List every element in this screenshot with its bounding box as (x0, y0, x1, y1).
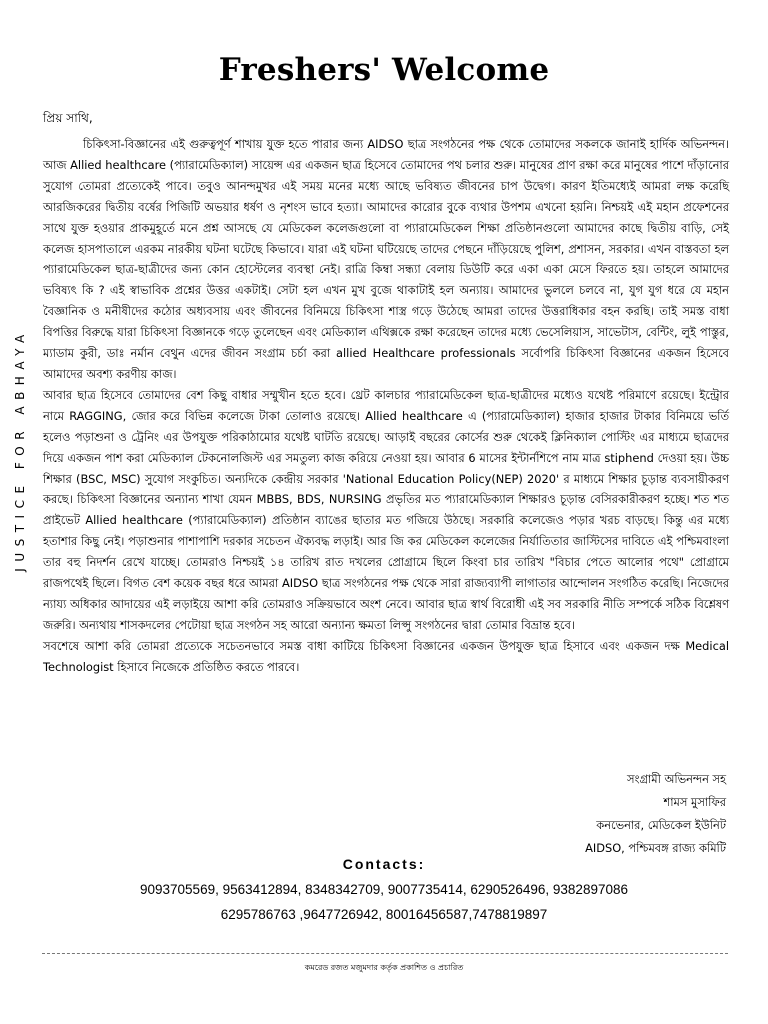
signature-organization: AIDSO, পশ্চিমবঙ্গ রাজ্য কমিটি (585, 841, 726, 855)
paragraph-intro: চিকিৎসা-বিজ্ঞানের এই গুরুত্বপূর্ণ শাখায় যুক্ত হতে পারার জন্য AIDSO ছাত্র সংগঠনের পক্ষ থেকে তোমাদের সকলকে জানাই হার্দিক অভিনন্দন। আজ Allied healthcare (প্যারামেডিক্যাল) সায়েন্স এর একজন ছাত্র হিসেবে তোমাদের পথ চলার শুরু। মানুষের প্রাণ রক্ষা করে মানুষের পাশে দাঁড়ানোর সুযোগ তোমরা প্রত্যেকেই পাবে। তবুও আনন্দমুখর এই সময় মনের মধ্যে আছে ভবিষ্যত জীবনের চাপ উদ্বেগ। কারণ ইতিমধ্যেই আমরা লক্ষ করেছি আরজিকরের দ্বিতীয় বর্ষের পিজিটি অভয়ার ধর্ষণ ও নৃশংস ভাবে হত্যা। আমাদের কারোর বুকে ব্যথার উপশম এখনো হয়নি। নিশ্চয়ই এই মহান প্রফেশনের সাথে যুক্ত হওয়ার প্রাকমুহূর্তে মনে প্রশ্ন আসছে যে মেডিকেল কলেজগুলো বা প্যারামেডিকেল শিক্ষা প্রতিষ্ঠানগুলো আমাদের কাছে দ্বিতীয় বাড়ি, সেই কলেজ হাসপাতালে এরকম নারকীয় ঘটনা ঘটেছে কিভাবে। যারা এই ঘটনা ঘটিয়েছে তাদের পেছনে দাঁড়িয়েছে পুলিশ, প্রশাসন, সরকার। এখন বাস্তবতা হল প্যারামেডিকেল ছাত্র-ছাত্রীদের জন্য কোন হোস্টেলের ব্যবস্থা নেই। রাত্রি কিম্বা সন্ধ্যা বেলায় ডিউটি করে একা একা মেসে ফিরতে হয়। তাহলে আমাদের ভবিষ্যৎ কি ? এই স্বাভাবিক প্রশ্নের উত্তর একটাই। সেটা হল এখন মুখ বুজে থাকাটাই হল অন্যায়। আমাদের ভুললে চলবে না, যুগ যুগ ধরে যে মহান বৈজ্ঞানিক ও মনীষীদের কঠোর অধ্যবসায় এবং জীবনের বিনিময়ে চিকিৎসা শাস্ত্র গড়ে উঠেছে আমরা তাদের উত্তরাধিকার বহন করছি। তাই সমস্ত বাধা বিপত্তির বিরুদ্ধে যারা চিকিৎসা বিজ্ঞানকে গড়ে তুলেছেন এবং মেডিক্যাল এথিক্সকে রক্ষা করেছেন তাদের মধ্যে ভেসেলিয়াস, সাভেটাস, বেন্টিং, লুই পাস্তুর, ম্যাডাম কুরী, ডাঃ নর্মান বেথুন এদের জীবন সংগ্রাম চর্চা করা allied Healthcare professionals সর্বোপরি চিকিৎসা বিজ্ঞানের একজন হিসেবে আমাদের অবশ্য করণীয় কাজ। (43, 137, 729, 381)
signature-salutation: সংগ্রামী অভিনন্দন সহ (627, 772, 726, 786)
paragraph-closing: সবশেষে আশা করি তোমরা প্রত্যেকে সচেতনভাবে সমস্ত বাধা কাটিয়ে চিকিৎসা বিজ্ঞানের একজন উপযুক্ত ছাত্র হিসাবে এবং একজন দক্ষ Medical Technologist হিসাবে নিজেকে প্রতিষ্ঠিত করতে পারবে। (43, 638, 729, 674)
divider (42, 953, 728, 954)
page-title: Freshers' Welcome (218, 52, 550, 88)
contacts-heading: Contacts: (342, 856, 426, 872)
signature-name: শামস মুসাফির (663, 795, 726, 809)
publisher-footer: কমরেড রজত মজুমদার কর্তৃক প্রকাশিত ও প্রচারিত (304, 963, 464, 972)
signature-role: কনভেনার, মেডিকেল ইউনিট (596, 818, 726, 832)
letter-body (43, 134, 729, 678)
side-vertical-text: JUSTICE FOR ABHAYA (13, 328, 27, 572)
contact-numbers-line-1: 9093705569, 9563412894, 8348342709, 9007735414, 6290526496, 9382897086 (140, 882, 628, 897)
greeting: প্রিয় সাথি, (43, 111, 93, 125)
signature-block (585, 768, 726, 860)
paragraph-challenges: আবার ছাত্র হিসেবে তোমাদের বেশ কিছু বাধার সম্মুখীন হতে হবে। থ্রেট কালচার প্যারামেডিকেল ছাত্র-ছাত্রীদের মধ্যেও যথেষ্ট পরিমাণে রয়েছে। ইন্ট্রোর নামে RAGGING, জোর করে বিভিন্ন কলেজে টাকা তোলাও রয়েছে। Allied healthcare এ (প্যারামেডিক্যাল) হাজার হাজার টাকার বিনিময়ে ভর্তি হলেও পড়াশুনা ও ট্রেনিং এর উপযুক্ত পরিকাঠামোর যথেষ্ট ঘাটতি রয়েছে। আড়াই বছরের কোর্সের শুরু থেকেই ক্লিনিক্যাল পোস্টিং এর মাধ্যমে ছাত্রদের দিয়ে একজন পাশ করা মেডিক্যাল টেকনোলজিস্ট এর সমতুল্য কাজ করিয়ে নেওয়া হয়। আবার 6 মাসের ইন্টার্নশিপে নাম মাত্র stiphend দেওয়া হয়। উচ্চ শিক্ষার (BSC, MSC) সুযোগ সংকুচিত। অন্যদিকে কেন্দ্রীয় সরকার 'National Education Policy(NEP) 2020' র মাধ্যমে শিক্ষার চূড়ান্ত ব্যবসায়ীকরণ করছে। চিকিৎসা বিজ্ঞানের অন্যান্য শাখা যেমন MBBS, BDS, NURSING প্রভৃতির মত প্যারামেডিক্যাল শিক্ষারও চূড়ান্ত বেসিরকারীকরণ হচ্ছে। শত শত প্রাইভেট Allied healthcare (প্যারামেডিক্যাল) প্রতিষ্ঠান ব্যাঙের ছাতার মত গজিয়ে উঠছে। সরকারি কলেজেও পড়ার খরচ বাড়ছে। কিন্তু এর মধ্যে হতাশার কিছু নেই। পড়াশুনার পাশাপাশি দরকার সচেতন ঐক্যবদ্ধ লড়াই। আর জি কর মেডিকেল কলেজের নির্যাতিতার জাস্টিসের দাবিতে এই পশ্চিমবাংলা তার বহু নিদর্শন রেখে যাচ্ছে। তোমরাও নিশ্চয়ই ১৪ তারিখ রাত দখলের প্রোগ্রামে ছিলে কিংবা চার তারিখ "বিচার পেতে আলোর পথে" প্রোগ্রামে রাজপথেই ছিলে। বিগত বেশ কয়েক বছর ধরে আমরা AIDSO ছাত্র সংগঠনের পক্ষ থেকে সারা রাজ্যব্যাপী লাগাতার আন্দোলন সংগঠিত করেছি। নিজেদের ন্যায্য অধিকার আদায়ের এই লড়াইয়ে আশা করি তোমরাও সক্রিয়ভাবে অংশ নেবে। আবার ছাত্র স্বার্থ বিরোধী এই সব সরকারি নীতি সম্পর্কে সঠিক বিশ্লেষণ জরুরি। অন্যথায় শাসকদলের পেটোয়া ছাত্র সংগঠন সহ আরো অন্যান্য ক্ষমতা লিপ্সু সংগঠনের দ্বারা তোমার বিভ্রান্ত হবে। (43, 387, 729, 632)
contact-numbers-line-2: 6295786763 ,9647726942, 80016456587,7478819897 (220, 907, 548, 922)
